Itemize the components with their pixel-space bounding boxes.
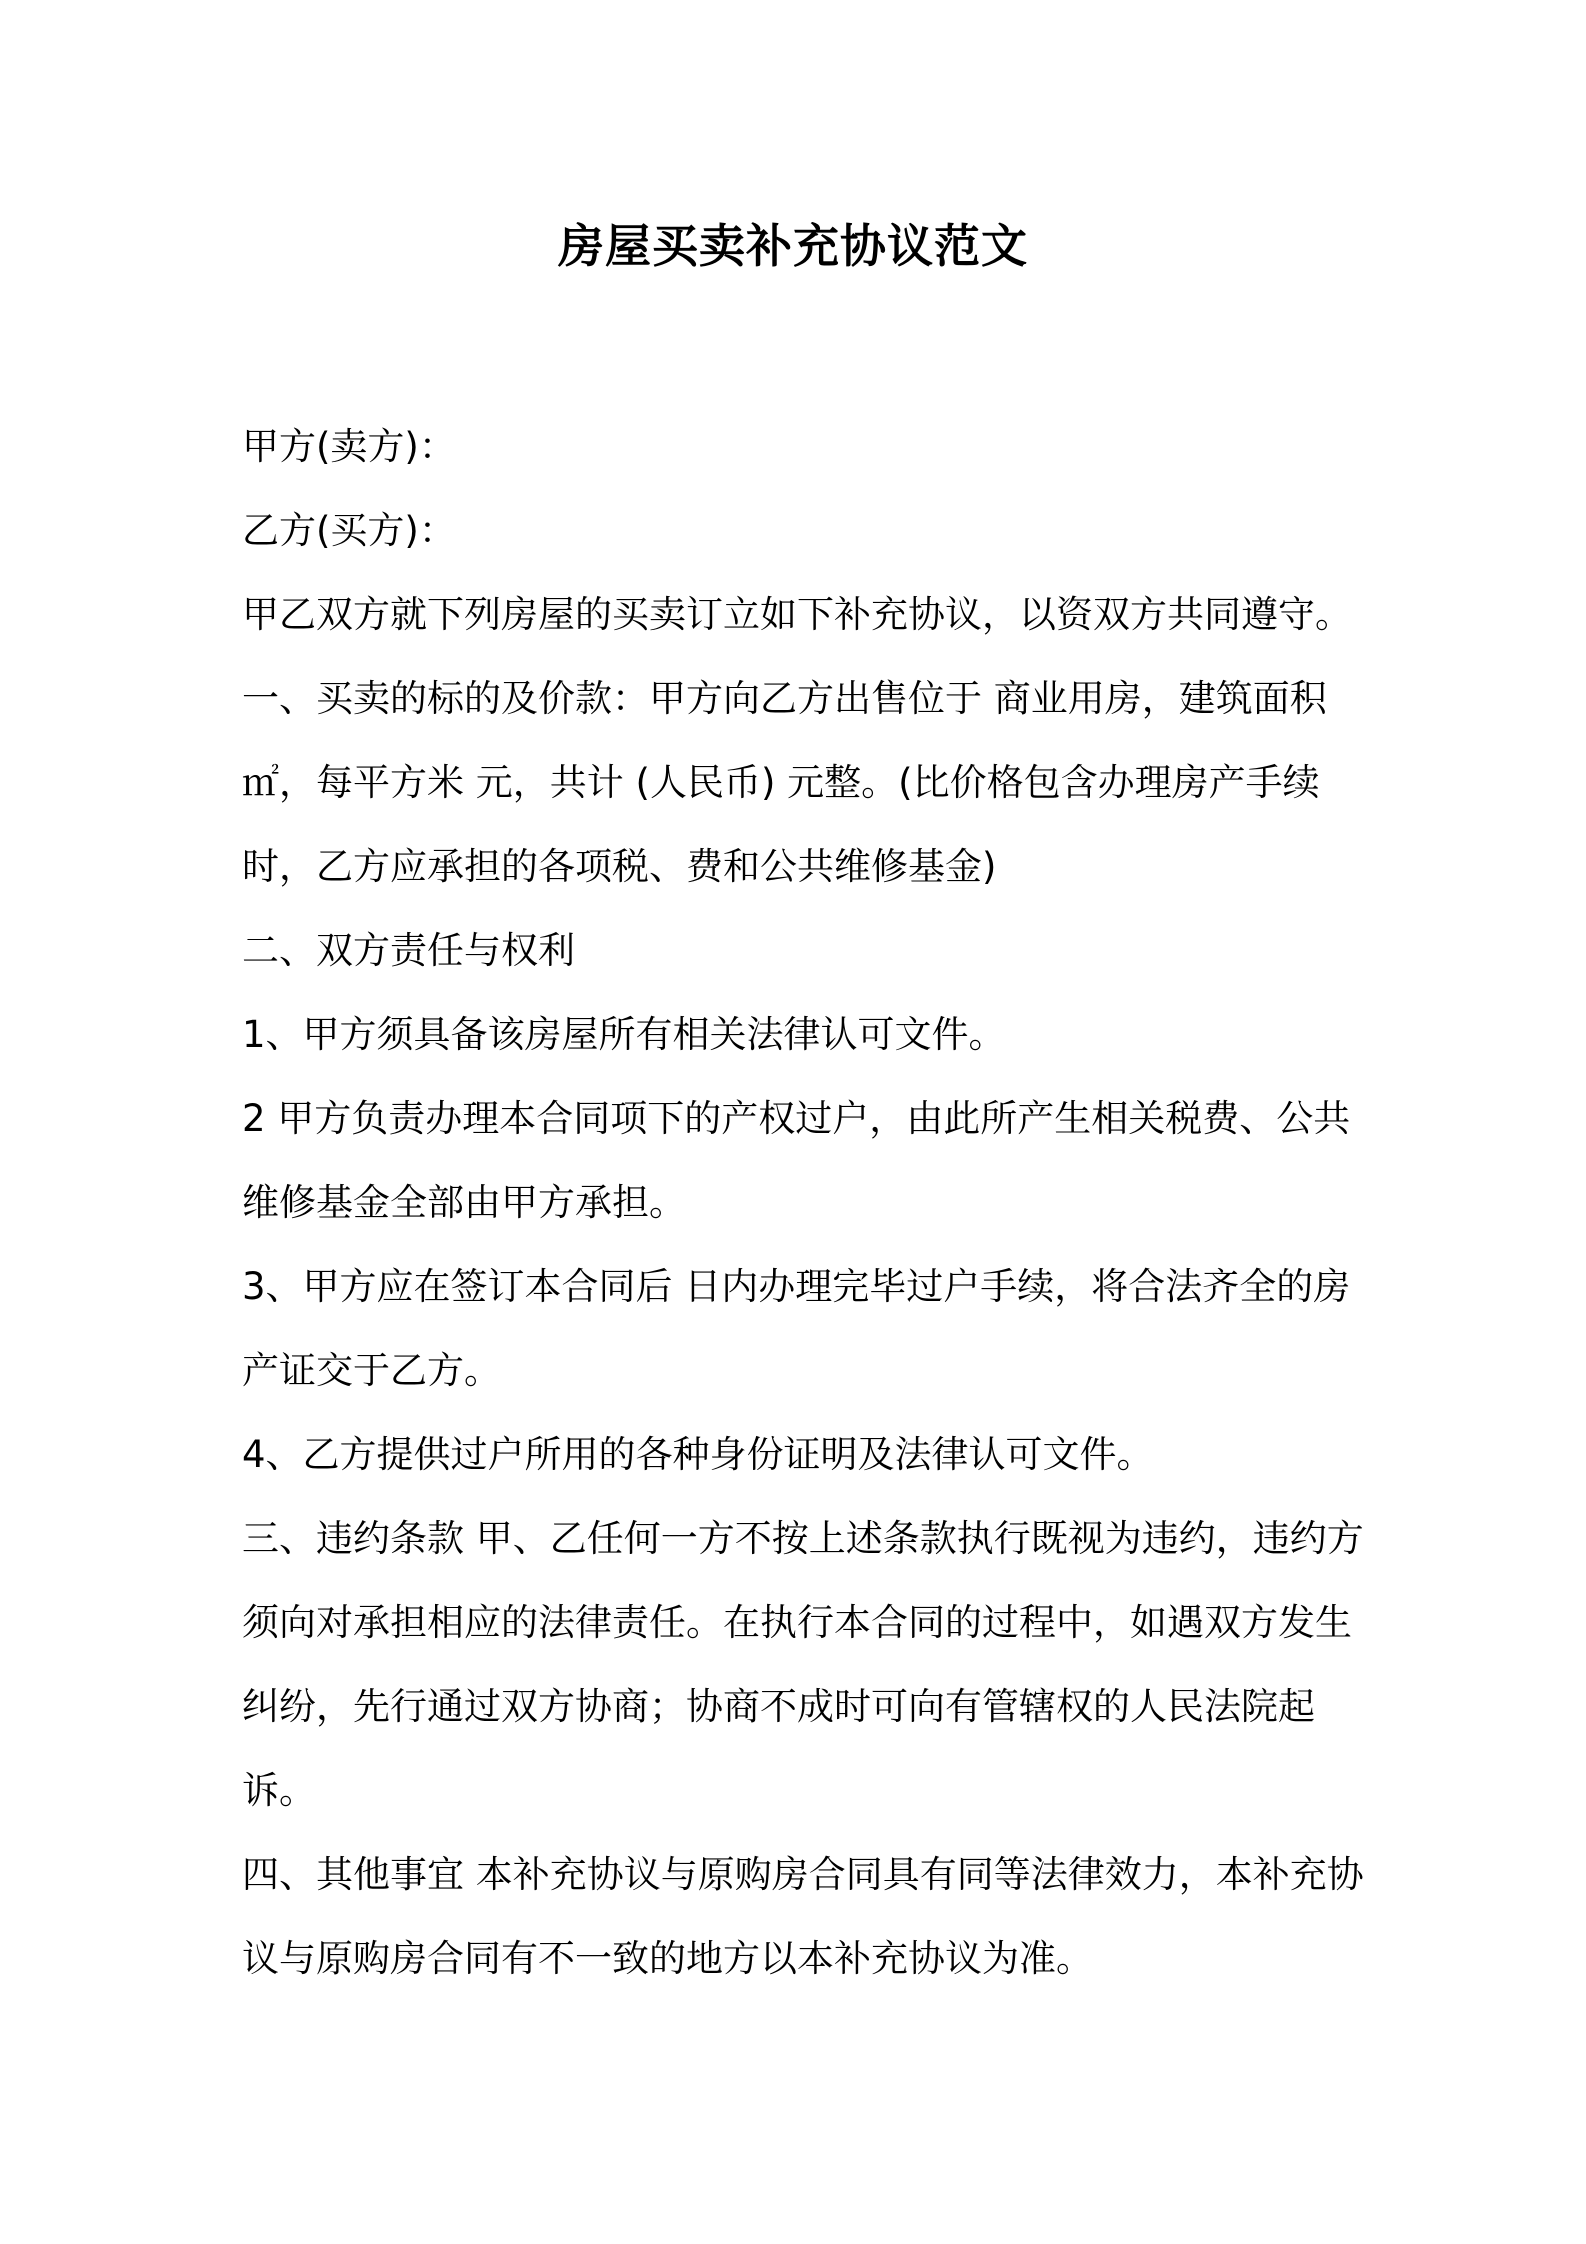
- clause-2-item-3: 3、甲方应在签订本合同后 日内办理完毕过户手续，将合法齐全的房产证交于乙方。: [242, 1265, 1351, 1392]
- clause-2-item-1: 1、甲方须具备该房屋所有相关法律认可文件。: [242, 1013, 1006, 1056]
- document-body: [242, 405, 1366, 2001]
- clause-3-breach: 三、违约条款 甲、乙任何一方不按上述条款执行既视为违约，违约方须向对承担相应的法律责任。在执行本合同的过程中，如遇双方发生纠纷，先行通过双方协商；协商不成时可向有管辖权的人民法院起诉。: [242, 1517, 1364, 1812]
- clause-4-other: 四、其他事宜 本补充协议与原购房合同具有同等法律效力，本补充协议与原购房合同有不一致的地方以本补充协议为准。: [242, 1853, 1364, 1980]
- clause-1-subject-price: 一、买卖的标的及价款：甲方向乙方出售位于 商业用房，建筑面积 ㎡，每平方米 元，共计 (人民币) 元整。(比价格包含办理房产手续时，乙方应承担的各项税、费和公共维修基金): [242, 677, 1327, 888]
- preamble-paragraph: 甲乙双方就下列房屋的买卖订立如下补充协议，以资双方共同遵守。: [242, 593, 1352, 636]
- party-a-line: 甲方(卖方)：: [242, 425, 456, 468]
- clause-2-item-4: 4、乙方提供过户所用的各种身份证明及法律认可文件。: [242, 1433, 1154, 1476]
- party-b-line: 乙方(买方)：: [242, 509, 456, 552]
- clause-2-heading: 二、双方责任与权利: [242, 929, 575, 972]
- document-title: 房屋买卖补充协议范文: [558, 219, 1028, 273]
- clause-2-item-2: 2 甲方负责办理本合同项下的产权过户，由此所产生相关税费、公共维修基金全部由甲方承担。: [242, 1097, 1351, 1224]
